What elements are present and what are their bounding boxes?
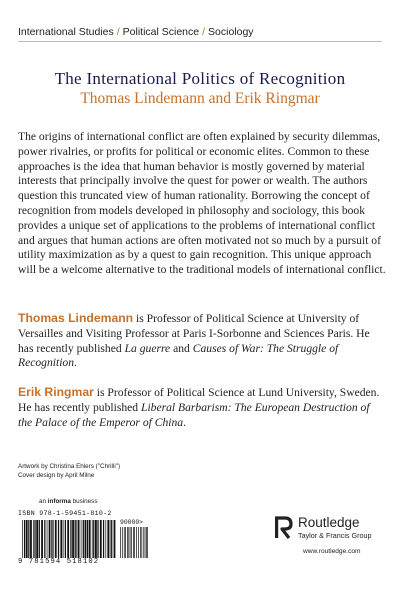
subject-international-studies: International Studies	[18, 26, 114, 38]
barcode-bar	[131, 527, 132, 558]
barcode-bar	[76, 520, 77, 558]
barcode-bar	[30, 520, 32, 558]
author-bio-ringmar	[18, 385, 386, 430]
barcode-bar	[83, 520, 84, 558]
barcode-addon-image	[120, 527, 148, 558]
barcode-bar	[114, 520, 116, 558]
artwork-credit: Artwork by Christina Ehlers ("Chrilli")	[18, 463, 121, 470]
informa-brand: informa	[47, 498, 71, 505]
bio-text: .	[183, 415, 186, 429]
barcode-bar	[58, 520, 59, 558]
barcode-bar	[70, 520, 71, 558]
author-bio-lindemann	[18, 311, 386, 371]
bio-text: is Professor of Political Science at Lund University, Sweden. He has recently published	[18, 386, 380, 414]
barcode-bar	[127, 527, 128, 558]
cover-design-credit: Cover design by April Milne	[18, 472, 95, 479]
barcode-bar	[87, 520, 88, 558]
barcode-bar	[22, 520, 23, 558]
barcode-bar	[145, 527, 146, 558]
barcode-bar	[44, 520, 45, 558]
publisher-group: Taylor & Francis Group	[298, 531, 372, 540]
bio-text: is Professor of Political Science at University of Versailles and Visiting Professor at Paris I-Sorbonne and Sciences Paris. He has recently published	[18, 312, 370, 355]
barcode-bar	[67, 520, 69, 558]
barcode-bar	[33, 520, 34, 558]
barcode-bar	[93, 520, 94, 558]
barcode-bar	[110, 520, 111, 558]
book-title: The International Politics of Recognition	[54, 69, 346, 88]
barcode-bar	[143, 527, 144, 558]
barcode-bar	[60, 520, 62, 558]
barcode-bar	[36, 520, 38, 558]
barcode-bar	[85, 520, 87, 558]
author-name: Erik Ringmar	[18, 385, 94, 399]
barcode-bar	[120, 527, 121, 558]
subject-sociology: Sociology	[208, 26, 254, 38]
barcode-bar	[133, 527, 134, 558]
subject-separator: /	[116, 26, 120, 38]
barcode-bar	[130, 527, 131, 558]
book-reference: Causes of War: The Struggle of Recognition	[18, 341, 339, 370]
cover-credits	[18, 462, 120, 480]
bio-text: and	[170, 341, 193, 355]
barcode-bar	[95, 520, 97, 558]
barcode-bar	[49, 520, 51, 558]
book-description: The origins of international conflict are often explained by security dilemmas, power rivalries, or profits for political or economic elites. Common to these approaches is the idea that human behavior is mostly governed by material interests that principally involve the quest for power or wealth. The authors question this truncated view of human rationality. Borrowing the concept of recognition from models developed in philosophy and sociology, this book provides a unique set of applications to the problems of international conflict and argues that human actions are often motivated not so much by a pursuit of utility maximization as by a quest to gain recognition. This unique approach will be a welcome alternative to the traditional models of international conflict.	[18, 130, 386, 277]
barcode-bar	[103, 520, 104, 558]
informa-business-line	[39, 498, 97, 505]
barcode-bar	[140, 527, 141, 558]
barcode-bar	[134, 527, 135, 558]
barcode-bar	[34, 520, 35, 558]
barcode-bar	[47, 520, 48, 558]
barcode-bar	[51, 520, 52, 558]
barcode-bar	[128, 527, 129, 558]
barcode-bar	[125, 527, 126, 558]
barcode-bar	[136, 527, 137, 558]
isbn-label: ISBN 978-1-59451-810-2	[18, 510, 112, 517]
barcode-image	[22, 520, 116, 558]
barcode-bar	[146, 527, 147, 558]
barcode-bar	[105, 520, 106, 558]
barcode-bar	[72, 520, 74, 558]
subject-political-science: Political Science	[122, 26, 200, 38]
book-authors: Thomas Lindemann and Erik Ringmar	[80, 90, 320, 107]
book-reference: La guerre	[124, 341, 171, 355]
barcode-bar	[97, 520, 98, 558]
subject-categories	[18, 26, 254, 38]
barcode-bar	[124, 527, 125, 558]
barcode-bar	[75, 520, 76, 558]
barcode-bar	[81, 520, 82, 558]
barcode-bar	[55, 520, 57, 558]
subject-separator: /	[202, 26, 206, 38]
routledge-logo-icon	[273, 516, 293, 540]
publisher-name: Routledge	[298, 515, 360, 530]
book-reference: Liberal Barbarism: The European Destruction of the Palace of the Emperor of China	[18, 400, 370, 429]
barcode-bar	[89, 520, 91, 558]
informa-prefix: an	[39, 498, 48, 505]
barcode-addon-label: 90000>	[120, 519, 144, 526]
barcode-bar	[26, 520, 28, 558]
informa-suffix: business	[70, 498, 98, 505]
barcode-bar	[100, 520, 102, 558]
barcode-bar	[24, 520, 25, 558]
bio-text: .	[74, 356, 77, 370]
barcode-bar	[92, 520, 93, 558]
barcode-bar	[107, 520, 109, 558]
barcode-bar	[63, 520, 64, 558]
barcode-bar	[28, 520, 29, 558]
barcode-bar	[65, 520, 66, 558]
barcode-bar	[39, 520, 40, 558]
publisher-url[interactable]: www.routledge.com	[303, 548, 361, 555]
barcode-bar	[78, 520, 80, 558]
barcode-bar	[141, 527, 142, 558]
barcode-bar	[41, 520, 43, 558]
barcode-bar	[147, 527, 148, 558]
header-divider	[18, 41, 382, 42]
barcode-digits: 9 781594 518102	[18, 558, 100, 566]
barcode-bar	[111, 520, 112, 558]
barcode-bar	[52, 520, 53, 558]
author-name: Thomas Lindemann	[18, 311, 134, 325]
barcode-bar	[122, 527, 123, 558]
barcode-bar	[138, 527, 139, 558]
